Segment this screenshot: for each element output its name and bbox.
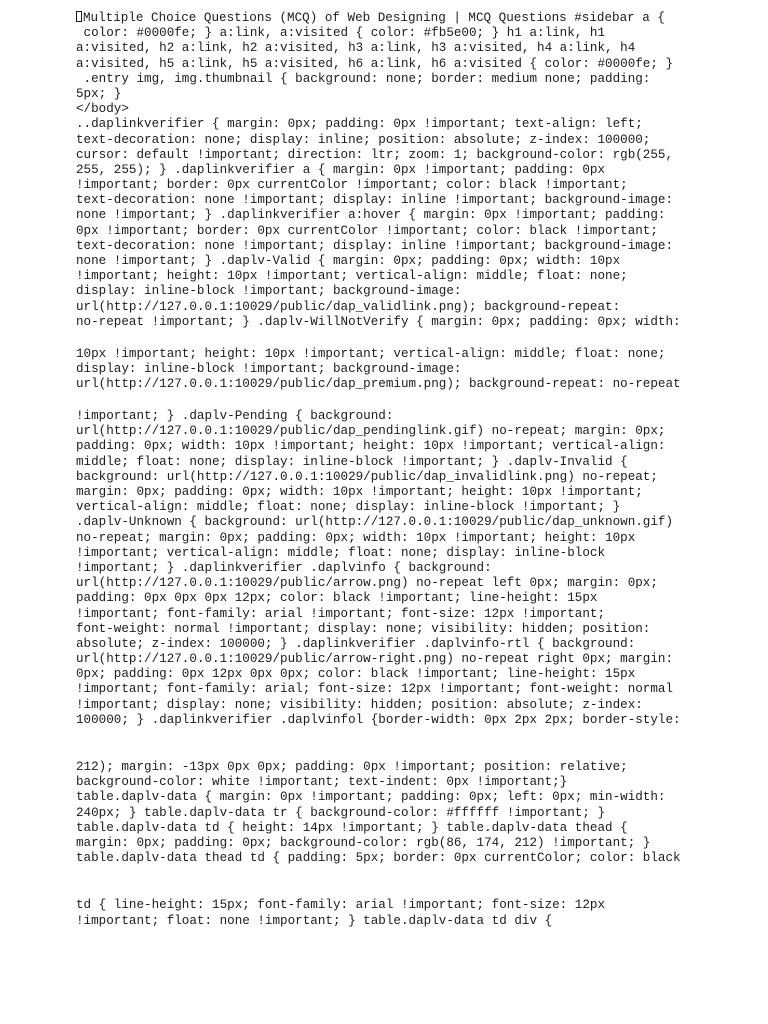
text-line: color: #0000fe; } a:link, a:visited { color: #fb5e00; } h1 a:link, h1 [76, 26, 606, 41]
text-line: padding: 0px; width: 10px !important; height: 10px !important; vertical-align: [76, 439, 666, 454]
text-line: font-weight: normal !important; display: none; visibility: hidden; position: [76, 621, 651, 636]
text-line: !important; } .daplv-Pending { background: [76, 409, 394, 424]
text-line: 240px; } table.daplv-data tr { background-color: #ffffff !important; } [76, 805, 606, 820]
blank-line [76, 743, 696, 760]
text-line: display: inline-block !important; background-image: [76, 361, 462, 376]
text-line: !important; } .daplinkverifier .daplvinfo { background: [76, 560, 492, 575]
text-line: url(http://127.0.0.1:10029/public/arrow-right.png) no-repeat right 0px; margin: [76, 652, 674, 667]
text-line: 100000; } .daplinkverifier .daplvinfol {border-width: 0px 2px 2px; border-style: [76, 712, 681, 727]
text-line: !important; vertical-align: middle; float: none; display: inline-block [76, 545, 606, 560]
text-line: !important; font-family: arial !important; font-size: 12px !important; [76, 606, 606, 621]
text-line: .entry img, img.thumbnail { background: none; border: medium none; padding: [76, 71, 651, 86]
text-line: table.daplv-data { margin: 0px !important; padding: 0px; left: 0px; min-width: [76, 790, 666, 805]
text-line: !important; height: 10px !important; vertical-align: middle; float: none; [76, 269, 628, 284]
text-line: 0px !important; border: 0px currentColor !important; color: black !important; [76, 223, 658, 238]
text-line: a:visited, h2 a:link, h2 a:visited, h3 a:link, h3 a:visited, h4 a:link, h4 [76, 41, 636, 56]
text-line: cursor: default !important; direction: ltr; zoom: 1; background-color: rgb(255, [76, 147, 674, 162]
text-line-title: Multiple Choice Questions (MCQ) of Web Designing | MCQ Questions #sidebar a { [76, 11, 696, 26]
text-line: !important; display: none; visibility: hidden; position: absolute; z-index: [76, 697, 643, 712]
text-line: margin: 0px; padding: 0px; background-color: rgb(86, 174, 212) !important; } [76, 835, 651, 850]
text-line: no-repeat !important; } .daplv-WillNotVerify { margin: 0px; padding: 0px; width: [76, 314, 681, 329]
text-line [76, 929, 696, 944]
text-line: text-decoration: none !important; display: inline !important; background-image: [76, 238, 674, 253]
text-line: a:visited, h5 a:link, h5 a:visited, h6 a:link, h6 a:visited { color: #0000fe; } [76, 56, 674, 71]
text-line: text-decoration: none !important; display: inline !important; background-image: [76, 193, 674, 208]
text-line: 255, 255); } .daplinkverifier a { margin: 0px !important; padding: 0px [76, 162, 606, 177]
blank-line [76, 330, 696, 347]
raw-css-text-page [76, 11, 696, 944]
text-line: </body> [76, 102, 129, 117]
text-line: none !important; } .daplinkverifier a:hover { margin: 0px !important; padding: [76, 208, 666, 223]
blank-line [76, 882, 696, 899]
text-line: no-repeat; margin: 0px; padding: 0px; width: 10px !important; height: 10px [76, 530, 636, 545]
text-line: padding: 0px 0px 0px 12px; color: black !important; line-height: 15px [76, 591, 598, 606]
text-line [76, 866, 696, 881]
text-line: none !important; } .daplv-Valid { margin: 0px; padding: 0px; width: 10px [76, 254, 621, 268]
text-line: url(http://127.0.0.1:10029/public/dap_premium.png); background-repeat: no-repeat [76, 377, 681, 392]
text-line: background-color: white !important; text-indent: 0px !important;} [76, 775, 568, 790]
text-line: middle; float: none; display: inline-block !important; } .daplv-Invalid { [76, 454, 628, 469]
text-line: absolute; z-index: 100000; } .daplinkverifier .daplvinfo-rtl { background: [76, 636, 636, 651]
text-line: 10px !important; height: 10px !important; vertical-align: middle; float: none; [76, 346, 666, 361]
text-line: ..daplinkverifier { margin: 0px; padding: 0px !important; text-align: left; [76, 117, 643, 132]
text-line: url(http://127.0.0.1:10029/public/arrow.png) no-repeat left 0px; margin: 0px; [76, 576, 658, 591]
text-line: text-decoration: none; display: inline; position: absolute; z-index: 100000; [76, 132, 651, 147]
text-line: url(http://127.0.0.1:10029/public/dap_validlink.png); background-repeat: [76, 299, 621, 314]
text-line: 0px; padding: 0px 12px 0px 0px; color: black !important; line-height: 15px [76, 667, 636, 682]
text-line: url(http://127.0.0.1:10029/public/dap_pendinglink.gif) no-repeat; margin: 0px; [76, 424, 666, 439]
text-line: table.daplv-data thead td { padding: 5px; border: 0px currentColor; color: black [76, 851, 681, 866]
missing-glyph-icon [76, 11, 82, 22]
text-line [76, 728, 696, 743]
text-line: .daplv-Unknown { background: url(http://127.0.0.1:10029/public/dap_unknown.gif) [76, 515, 674, 530]
text-line: vertical-align: middle; float: none; display: inline-block !important; } [76, 500, 621, 515]
text-line: margin: 0px; padding: 0px; width: 10px !important; height: 10px !important; [76, 485, 643, 500]
text-line: !important; font-family: arial; font-size: 12px !important; font-weight: normal [76, 682, 674, 697]
blank-line [76, 392, 696, 409]
text-line: !important; border: 0px currentColor !important; color: black !important; [76, 178, 628, 193]
text-line: background: url(http://127.0.0.1:10029/public/dap_invalidlink.png) no-repeat; [76, 469, 658, 484]
text-line: 212); margin: -13px 0px 0px; padding: 0px !important; position: relative; [76, 760, 628, 775]
text-line: table.daplv-data td { height: 14px !important; } table.daplv-data thead { [76, 820, 628, 835]
text-line: td { line-height: 15px; font-family: arial !important; font-size: 12px [76, 898, 606, 913]
text-line: 5px; } [76, 86, 122, 101]
text-line: display: inline-block !important; background-image: [76, 284, 462, 299]
text-line: !important; float: none !important; } table.daplv-data td div { [76, 913, 553, 928]
